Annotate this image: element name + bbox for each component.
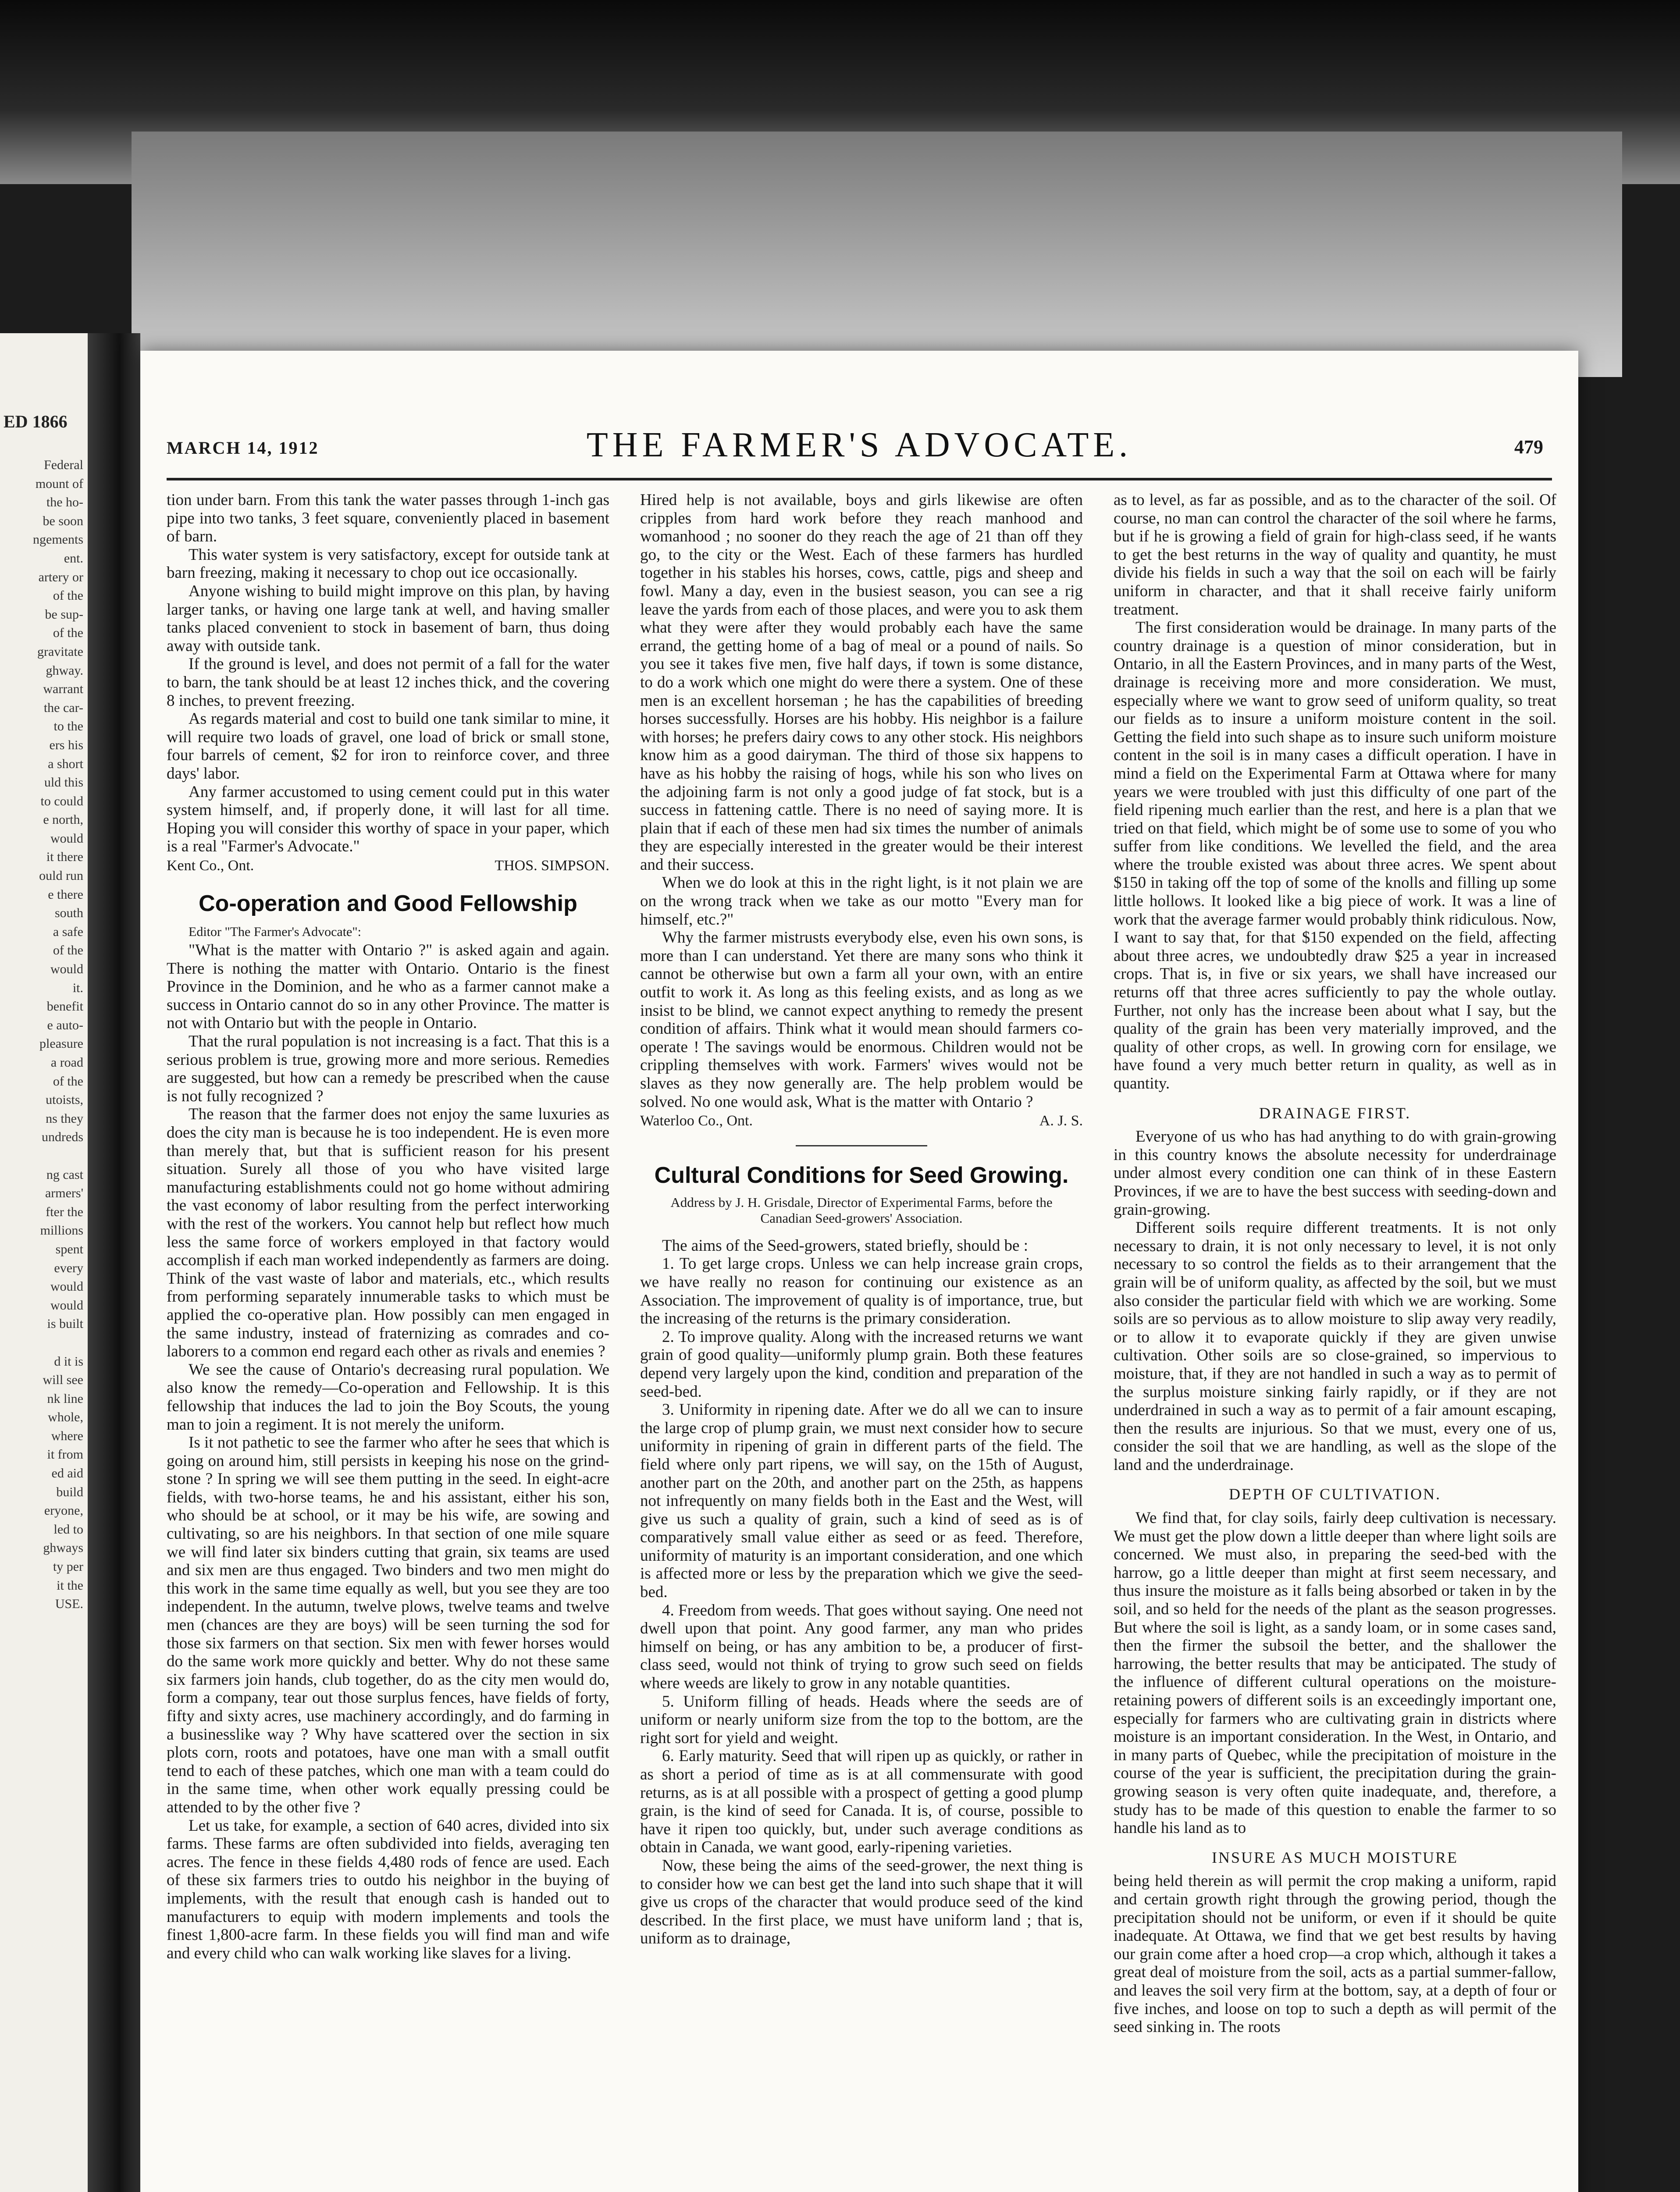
paragraph: 1. To get large crops. Unless we can help increase grain crops, we have really no reason for continuing our existence as an Association. The improvement of quality is of importance, true, but the increasing of the returns is the primary consideration. — [640, 1255, 1083, 1328]
previous-page-line: a safe — [53, 924, 83, 939]
water-system-letter-continued — [167, 491, 609, 875]
article-headline-cooperation: Co-operation and Good Fellowship — [199, 891, 577, 917]
previous-page-line: would — [50, 831, 83, 846]
previous-page-line: warrant — [43, 682, 83, 697]
previous-page-line: it. — [72, 980, 83, 995]
paragraph: Different soils require different treatments. It is not only necessary to drain, it is not only necessary to level, it is not only necessary to so control the fields as to their arrangement that the grain will be of uniform quality, as affected by the soil, but we must also consider the particular field with which we are working. Some soils are so pervious as to allow moisture to slip away very readily, or to allow it to evaporate quickly if they are given unwise cultivation. Other soils are so close-grained, so impervious to moisture, that, if they are not handled in such a way as to permit of the surplus moisture sinking fairly rapidly, or if they are not underdrained in such a way as to permit of a fair amount escaping, then the results are injurious. So that we must, every one of us, consider the soil that we are handling, as well as the slope of the land and the underdrainage. — [1114, 1219, 1556, 1474]
paragraph: We see the cause of Ontario's decreasing rural population. We also know the remedy—Co-operation and Fellowship. It is this fellowship that induces the lad to join the Boy Scouts, the young man to join a regiment. It is not merely the uniform. — [167, 1360, 609, 1434]
paragraph: 2. To improve quality. Along with the increased returns we want grain of good quality—uniformly plump grain. Both these features depend very largely upon the kind, condition and preparation of the seed-bed. — [640, 1327, 1083, 1401]
previous-page-line: fter the — [46, 1204, 83, 1219]
previous-page-line: south — [54, 906, 83, 921]
previous-page-line: the ho- — [46, 495, 83, 510]
section-divider — [796, 1145, 927, 1146]
previous-page-line: would — [50, 1279, 83, 1294]
subheading-moisture: INSURE AS MUCH MOISTURE — [1211, 1848, 1459, 1866]
paragraph: When we do look at this in the right light, is it not plain we are on the wrong track when we take as our motto "Every man for himself, etc.?" — [640, 874, 1083, 929]
previous-page-line — [0, 1147, 83, 1166]
previous-page-line: would — [50, 1298, 83, 1313]
previous-page-line: of the — [53, 588, 83, 603]
previous-page-line: Federal — [44, 458, 83, 472]
previous-page-line: d it is — [54, 1354, 83, 1369]
previous-page-line: is built — [47, 1317, 83, 1331]
editor-salutation: Editor "The Farmer's Advocate": — [189, 925, 361, 939]
previous-page-line: e auto- — [47, 1018, 83, 1032]
previous-page-line: ers his — [49, 737, 83, 752]
signature-author: A. J. S. — [1039, 1113, 1083, 1129]
subheading-drainage: DRAINAGE FIRST. — [1259, 1104, 1411, 1122]
previous-page-line: it the — [57, 1578, 83, 1593]
column-2 — [640, 491, 1083, 1948]
paragraph: Why the farmer mistrusts everybody else, even his own sons, is more than I can understand. Yet there are many sons who think it cannot be otherwise but own a farm all your own, with an entire outfit to work it. As long as this feeling exists, and as long as we insist to be blind, we cannot expect anything to remedy the present condition of affairs. Think what it would mean should farmers co-operate ! The savings would be enormous. Children would not be crippling themselves with work. Farmers' wives would not be slaves as they now generally are. The help problem would be solved. No one would ask, What is the matter with Ontario ? — [640, 929, 1083, 1111]
masthead-title: THE FARMER'S ADVOCATE. — [586, 426, 1132, 464]
previous-page-header: ED 1866 — [4, 412, 68, 431]
page-number: 479 — [1514, 436, 1543, 458]
previous-page-line: ty per — [53, 1559, 83, 1574]
previous-page-line: it from — [47, 1447, 83, 1462]
article-headline-seed-growing: Cultural Conditions for Seed Growing. — [654, 1162, 1069, 1188]
previous-page-line: ghway. — [46, 663, 83, 678]
paragraph: This water system is very satisfactory, except for outside tank at barn freezing, making it necessary to chop out ice occasionally. — [167, 545, 609, 582]
issue-date: MARCH 14, 1912 — [167, 438, 319, 458]
signature-author: THOS. SIMPSON. — [495, 857, 609, 874]
paragraph: being held therein as will permit the crop making a uniform, rapid and certain growth right through the growing period, though the precipitation should not be uniform, or even if it should be quite inadequate. At Ottawa, we find that we get best results by having our grain come after a hoed crop—a crop which, although it takes a great deal of moisture from the soil, acts as a partial summer-fallow, and leaves the soil very firm at the bottom, say, at a depth of four or five inches, and loose on top to such a depth as will permit of the seed sinking in. The roots — [1114, 1872, 1556, 2036]
paragraph: We find that, for clay soils, fairly deep cultivation is necessary. We must get the plow down a little deeper than where light soils are concerned. We must also, in preparing the seed-bed with the harrow, go a little deeper than might at first seem necessary, and thus insure the moisture as it falls being absorbed or taken in by the soil, and so held for the needs of the plant as the season progresses. But where the soil is light, as a sandy loam, or in some cases sand, then the firmer the subsoil the better, and the shallower the harrowing, the better results that may be anticipated. The study of the influence of different cultural operations on the moisture-retaining powers of different soils is an exceedingly important one, especially for farmers who are cultivating grain in districts where moisture is an important consideration. In the West, in Ontario, and in many parts of Quebec, while the precipitation of moisture in the course of the year is sufficient, the precipitation during the grain-growing season is very often quite inadequate, and, therefore, a study has to be made of this question to enable the farmer to so handle his land as to — [1114, 1509, 1556, 1837]
paragraph: Is it not pathetic to see the farmer who after he sees that which is going on around him, still persists in keeping his nose on the grind-stone ? In spring we will see them putting in the seed. In eight-acre fields, with two-horse teams, he and his assistant, either his son, who should be at school, or it may be his wife, are sowing and cultivating, so are his neighbors. In that section of one mile square we will find later six binders cutting that grain, six teams are used and six men are thus engaged. Two binders and two men might do this work in the same time equally as well, but you see they are too independent. In the autumn, twelve plows, twelve teams and twelve men (chances are they are boys) will be seen turning the sod for those six farmers on that section. Six men with fewer horses would do the same work more quickly and better. Why do not these same six farmers join hands, club together, do as the city men would do, form a company, tear out those surplus fences, have fields of forty, fifty and sixty acres, use machinery accordingly, and do farming in a businesslike way ? Why have scattered over the section in six plots corn, roots and potatoes, have one man with a small outfit tend to each of these patches, which one man with a team could do in the same time, when other work equally pressing could be attended to by the other five ? — [167, 1434, 609, 1816]
previous-page-line: mount of — [35, 476, 83, 491]
previous-page-line: e there — [48, 887, 83, 902]
paragraph: Everyone of us who has had anything to do with grain-growing in this country knows the absolute necessity for underdrainage under almost every condition one can think of in these Eastern Provinces, if we are to have the best success with seeding-down and grain-growing. — [1114, 1128, 1556, 1219]
background-wall — [132, 132, 1622, 377]
paragraph: Let us take, for example, a section of 640 acres, divided into six farms. These farms are often subdivided into fields, averaging ten acres. The fence in these fields 4,480 rods of fence are used. Each of these six farmers tries to outdo his neighbor in the buying of implements, with the result that enough cash is handed out to manufacturers to equip with modern implements and tools the finest 1,800-acre farm. In these fields you will find man and wife and every child who can walk working like slaves for a living. — [167, 1816, 609, 1962]
previous-page-line: ed aid — [51, 1466, 83, 1481]
signature-location: Waterloo Co., Ont. — [640, 1113, 753, 1129]
previous-page-line: uld this — [44, 775, 83, 790]
previous-page-line: ould run — [39, 868, 83, 883]
previous-page-line: millions — [40, 1223, 83, 1238]
previous-page-line: be soon — [43, 513, 83, 528]
previous-page-line: a road — [50, 1055, 83, 1070]
previous-page-line: e north, — [43, 812, 83, 827]
previous-page-line: benefit — [46, 999, 83, 1014]
previous-page-line: build — [56, 1484, 83, 1499]
paragraph: "What is the matter with Ontario ?" is asked again and again. There is nothing the matter with Ontario. Ontario is the finest Province in the Dominion, and he who as a farmer cannot make a success in Ontario cannot do so in any other Province. The matter is not with Ontario but with the people in Ontario. — [167, 941, 609, 1032]
previous-page-line: eryone, — [44, 1503, 83, 1518]
article-byline: Address by J. H. Grisdale, Director of Experimental Farms, before the Canadian Seed-growers' Association. — [670, 1194, 1053, 1226]
page-header — [167, 425, 1552, 473]
previous-page-line: a short — [48, 756, 83, 771]
previous-page-line: gravitate — [37, 644, 83, 659]
previous-page-line: of the — [53, 1074, 83, 1089]
paragraph: Now, these being the aims of the seed-grower, the next thing is to consider how we can best get the land into such shape that it will give us crops of the character that would produce seed of the kind described. In the first place, we must have uniform land ; that is, uniform as to drainage, — [640, 1856, 1083, 1948]
previous-page-strip — [0, 333, 88, 2192]
previous-page-line: ghways — [43, 1541, 83, 1555]
paragraph: The reason that the farmer does not enjoy the same luxuries as does the city man is because he is too independent. He is even more than merely that, but that is sufficient reason for his present situation. Surely all those of you who have visited large manufacturing establishments could not go home without admiring the vast economy of labor resulting from the perfect interworking with the rest of the workers. You cannot help but reflect how much less the same force of workers employed in that factory would accomplish if each man worked independently as farmers are doing. Think of the vast waste of labor and materials, etc., which results from performing separately innumerable tasks to which must be applied the co-operative plan. How possibly can men engaged in the same industry, instead of fraternizing as comrades and co-laborers to a common end regard each other as rivals and enemies ? — [167, 1105, 609, 1361]
previous-page-line: armers' — [45, 1186, 83, 1201]
previous-page-line: every — [54, 1260, 83, 1275]
paragraph: 3. Uniformity in ripening date. After we do all we can to insure the large crop of plump grain, we must next consider how to secure uniformity in ripening of grain in different parts of the field. The field where only part ripens, we will say, on the 15th of August, another part on the 20th, and another part on the 25th, as happens not infrequently on many fields both in the East and the West, will give us such a quality of grain, such a kind of seed as is of comparatively small value either as seed or as feed. Therefore, uniformity of maturity is an important consideration, and one which is affected more or less by the preparation which we give the seed-bed. — [640, 1401, 1083, 1601]
paragraph: as to level, as far as possible, and as to the character of the soil. Of course, no man can control the character of the soil where he farms, but if he is growing a field of grain for high-class seed, if he wants to get the best returns in the way of quality and quantity, he must divide his fields in such a way that the soil on each will be fairly uniform in character, and that it shall receive fairly uniform treatment. — [1114, 491, 1556, 619]
previous-page-fragments — [0, 456, 83, 1614]
previous-page-line: ns they — [46, 1111, 83, 1126]
paragraph: Anyone wishing to build might improve on this plan, by having larger tanks, or having one large tank at well, and having smaller tanks placed convenient to stock in basement of barn, thus doing away with outside tank. — [167, 582, 609, 655]
previous-page-line: ng cast — [46, 1167, 83, 1182]
previous-page-line: be sup- — [45, 607, 83, 622]
newspaper-page — [140, 351, 1578, 2192]
paragraph: That the rural population is not increasing is a fact. That this is a serious problem is true, growing more and more serious. Remedies are suggested, but how can a remedy be prescribed when the cause is not fully recognized ? — [167, 1032, 609, 1105]
previous-page-line: the car- — [43, 700, 83, 715]
subheading-depth: DEPTH OF CULTIVATION. — [1228, 1485, 1442, 1503]
previous-page-line: USE. — [55, 1597, 83, 1612]
previous-page-line: to could — [40, 794, 83, 808]
previous-page-line: nk line — [47, 1391, 83, 1406]
signature-line — [167, 857, 609, 875]
paragraph: tion under barn. From this tank the water passes through 1-inch gas pipe into two tanks, 3 feet square, conveniently placed in basement of barn. — [167, 491, 609, 546]
previous-page-line: to the — [53, 719, 83, 734]
previous-page-line: it there — [46, 850, 83, 865]
paragraph: The first consideration would be drainage. In many parts of the country drainage is a question of minor consideration, but in Ontario, in all the Eastern Provinces, and in many parts of the West, drainage is receiving more and more consideration. We must, especially where we want to grow seed of uniform quality, so treat our fields as to insure a uniform moisture content in the soil. Getting the field into such shape as to insure such uniform moisture content in the soil is in many cases a difficult operation. I have in mind a field on the Experimental Farm at Ottawa where for many years we were troubled with just this difficulty of one part of the field ripening much earlier than the rest, and here is a plan that we tried on that field, which might be of some use to some of you who suffer from like conditions. We levelled the field, and the area where the trouble existed was about three acres. We spent about $150 in taking off the top of some of the knolls and filling up some little hollows. It looked like a big piece of work. It was a line of work that the average farmer would probably think ridiculous. Now, I want to say that, for that $150 expended on the field, affecting about three acres, we undoubtedly draw $25 a year in increased crops. That is, in five or six years, we shall have increased our returns off that three acres sufficiently to pay the whole outlay. Further, not only has the increase been about what I say, but the quality of the grain has been very materially improved, and the quality of other crops, as well. In growing corn for ensilage, we have found a very much better return in quality, as well as in quantity. — [1114, 619, 1556, 1092]
previous-page-line — [0, 1334, 83, 1352]
column-3 — [1114, 491, 1556, 2036]
paragraph: 6. Early maturity. Seed that will ripen up as quickly, or rather in as short a period of time as is at all commensurate with good returns, as is at all possible with a prospect of getting a good plump grain, is the kind of seed for Canada. It is, of course, possible to have it ripen too quickly, but, under such average conditions as obtain in Canada, we want good, early-ripening varieties. — [640, 1747, 1083, 1857]
previous-page-line: led to — [53, 1522, 83, 1537]
previous-page-line: would — [50, 962, 83, 977]
previous-page-line: of the — [53, 626, 83, 641]
paragraph: If the ground is level, and does not permit of a fall for the water to barn, the tank should be at least 12 inches thick, and the covering 8 inches, to prevent freezing. — [167, 655, 609, 710]
paragraph: The aims of the Seed-growers, stated briefly, should be : — [662, 1236, 1029, 1255]
paragraph: 5. Uniform filling of heads. Heads where the seeds are of uniform or nearly uniform size from the top to the bottom, are the right sort for yield and weight. — [640, 1692, 1083, 1747]
paragraph: Hired help is not available, boys and girls likewise are often cripples from hard work before they reach manhood and womanhood ; no sooner do they reach the age of 21 than off they go, to the city or the West. Each of these farmers has hurdled together in his stables his horses, cows, cattle, pigs and sheep and fowl. Many a day, even in the busiest season, you can see a rig leave the yards from each of those places, and were you to ask them what they were after they would probably each have the same errand, the getting home of a bag of meal or a pound of nails. So you see it takes five men, five half days, if town is some distance, to do a work which one might do were there a system. One of these men is an excellent horseman ; he has the capabilities of breeding horses successfully. Horses are his hobby. His neighbor is a failure with horses; he prefers dairy cows to any other stock. His neighbors know him as a good dairyman. The third of those six happens to have as his hobby the raising of hogs, while his son who lives on the adjoining farm is not only a good judge of fat stock, but is a success in fattening cattle. There is no need of saying more. It is plain that if each of these men had six times the number of animals they are especially interested in the greater would be their interest and their success. — [640, 491, 1083, 874]
previous-page-line: of the — [53, 943, 83, 958]
previous-page-line: pleasure — [39, 1036, 83, 1051]
previous-page-line: will see — [43, 1373, 83, 1388]
signature-line — [640, 1112, 1083, 1130]
previous-page-line: whole, — [48, 1410, 83, 1425]
book-gutter — [88, 333, 140, 2192]
paragraph: As regards material and cost to build one tank similar to mine, it will require two loads of gravel, one load of brick or small stone, four barrels of cement, $2 for iron to reinforce cover, and three days' labor. — [167, 710, 609, 783]
paragraph: 4. Freedom from weeds. That goes without saying. One need not dwell upon that point. Any good farmer, any man who prides himself on being, or has any ambition to be, a producer of first-class seed, would not think of trying to grow such seed on fields where weeds are likely to grow in any notable quantities. — [640, 1601, 1083, 1693]
previous-page-line: undreds — [42, 1130, 83, 1145]
previous-page-line: utoists, — [46, 1092, 83, 1107]
previous-page-line: where — [51, 1428, 83, 1443]
paragraph: Any farmer accustomed to using cement could put in this water system himself, and, if properly done, it will last for all time. Hoping you will consider this worthy of space in your paper, which is a real "Farmer's Advocate." — [167, 783, 609, 856]
previous-page-line: spent — [55, 1242, 83, 1256]
previous-page-line: artery or — [38, 569, 83, 584]
signature-location: Kent Co., Ont. — [167, 857, 254, 874]
column-1 — [167, 491, 609, 1962]
previous-page-line: ngements — [33, 532, 83, 547]
header-rule — [167, 478, 1552, 480]
previous-page-line: ent. — [64, 551, 83, 566]
